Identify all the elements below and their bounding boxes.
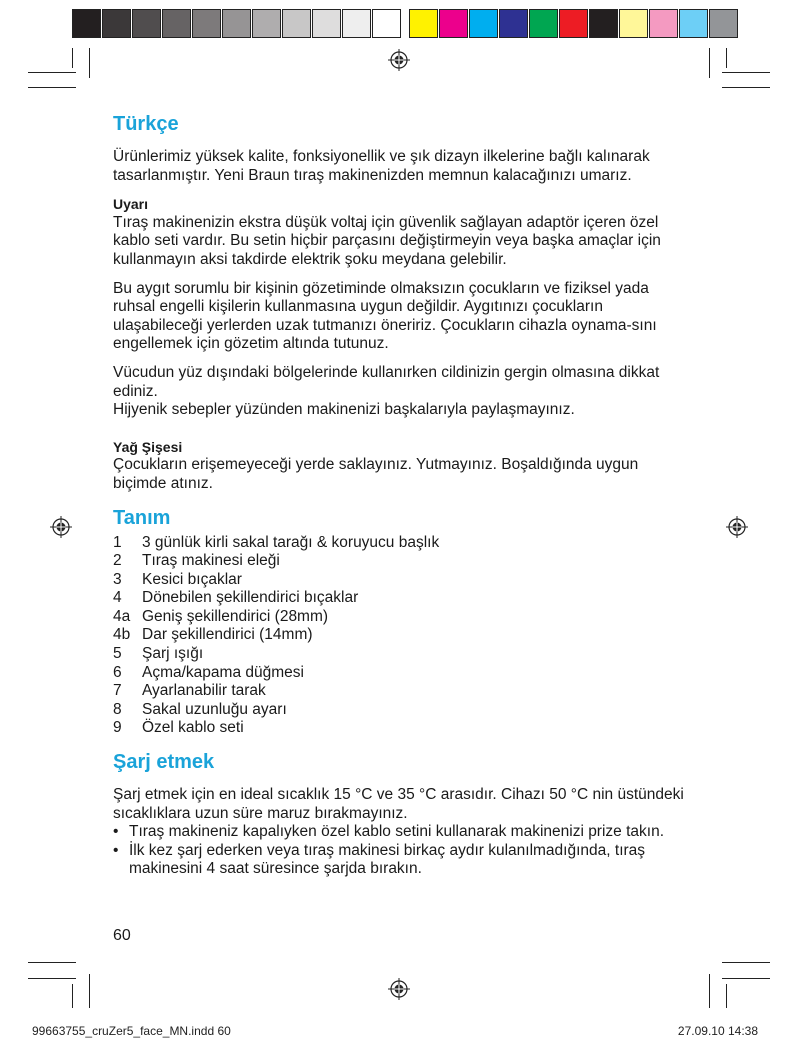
list-item: 7 Ayarlanabilir tarak bbox=[113, 682, 266, 700]
list-item: 9 Özel kablo seti bbox=[113, 719, 244, 737]
crop-mark bbox=[28, 72, 76, 73]
color-swatch bbox=[589, 9, 618, 38]
color-swatch bbox=[409, 9, 438, 38]
list-item: 1 3 günlük kirli sakal tarağı & koruyucu başlık bbox=[113, 533, 440, 551]
list-item: 4b Dar şekillendirici (14mm) bbox=[113, 626, 313, 644]
crop-mark bbox=[722, 962, 770, 963]
list-item: 3 Kesici bıçaklar bbox=[113, 570, 242, 588]
color-swatch bbox=[619, 9, 648, 38]
gray-swatch bbox=[102, 9, 131, 38]
registration-mark-icon bbox=[50, 516, 72, 538]
footer-timestamp: 27.09.10 14:38 bbox=[677, 1024, 758, 1038]
gray-swatch bbox=[282, 9, 311, 38]
heading-tanim: Tanım bbox=[113, 506, 171, 529]
charging-bullets bbox=[113, 823, 688, 879]
color-swatch bbox=[439, 9, 468, 38]
list-item: 4 Dönebilen şekillendirici bıçaklar bbox=[113, 589, 359, 607]
color-swatch bbox=[709, 9, 738, 38]
footer-file: 99663755_cruZer5_face_MN.indd 60 bbox=[32, 1024, 231, 1038]
color-swatch bbox=[649, 9, 678, 38]
color-calibration-bar bbox=[72, 9, 739, 38]
usage-paragraph bbox=[113, 364, 688, 420]
list-item: • İlk kez şarj ederken veya tıraş makinesi birkaç aydır kulanılmadığında, tıraş makinesini 4 saat süresince şarjda bırakın. bbox=[113, 841, 646, 878]
crop-mark bbox=[722, 978, 770, 979]
crop-mark bbox=[709, 48, 710, 78]
oil-block bbox=[113, 438, 688, 494]
document-body bbox=[113, 112, 688, 879]
crop-mark bbox=[72, 984, 73, 1008]
heading-turkce: Türkçe bbox=[113, 113, 179, 135]
crop-mark bbox=[726, 984, 727, 1008]
warning-block bbox=[113, 195, 688, 269]
crop-mark bbox=[28, 87, 76, 88]
list-item: 8 Sakal uzunluğu ayarı bbox=[113, 700, 287, 718]
crop-mark bbox=[722, 87, 770, 88]
warning-text: Tıraş makinenizin ekstra düşük voltaj için güvenlik sağlayan adaptör içeren özel kablo seti vardır. Bu setin hiçbir parçasını değiştirmeyin veya başka amaçlar için kullanmayın aksi takdirde elektrik şoku meydana gelebilir. bbox=[113, 213, 661, 268]
intro-paragraph: Ürünlerimiz yüksek kalite, fonksiyonellik ve şık dizayn ilkelerine bağlı kalınarak tasarlanmıştır. Yeni Braun tıraş makinenizden memnun kalacağınızı umarız. bbox=[113, 148, 650, 184]
crop-mark bbox=[722, 72, 770, 73]
crop-mark bbox=[72, 48, 73, 68]
registration-mark-icon bbox=[388, 49, 410, 71]
registration-mark-icon bbox=[726, 516, 748, 538]
heading-sarj: Şarj etmek bbox=[113, 751, 215, 774]
color-swatch bbox=[529, 9, 558, 38]
skin-text: Vücudun yüz dışındaki bölgelerinde kullanırken cildinizin gergin olmasına dikkat ediniz. bbox=[113, 363, 660, 400]
supervision-paragraph: Bu aygıt sorumlu bir kişinin gözetiminde olmaksızın çocukların ve fiziksel yada ruhsal engelli kişilerin kullanmasına uygun değildir. Aygıtınızı çocukların ulaşabileceği yerlerden uzak tutmanızı öneririz. Çocukların cihazla oynama-sını engellemek için gözetim altında tutunuz. bbox=[113, 279, 657, 353]
list-item: 2 Tıraş makinesi eleği bbox=[113, 552, 280, 570]
crop-mark bbox=[89, 974, 90, 1008]
color-swatch bbox=[499, 9, 528, 38]
gray-swatch bbox=[192, 9, 221, 38]
color-swatch bbox=[559, 9, 588, 38]
gray-swatch bbox=[312, 9, 341, 38]
oil-title: Yağ Şişesi bbox=[113, 438, 183, 455]
list-item: 5 Şarj ışığı bbox=[113, 645, 204, 663]
gray-swatch bbox=[222, 9, 251, 38]
list-item: • Tıraş makineniz kapalıyken özel kablo setini kullanarak makinenizi prize takın. bbox=[113, 823, 664, 841]
color-swatch bbox=[469, 9, 498, 38]
gray-swatch bbox=[72, 9, 101, 38]
page-number: 60 bbox=[113, 927, 131, 944]
crop-mark bbox=[28, 978, 76, 979]
warning-title: Uyarı bbox=[113, 196, 149, 213]
oil-text: Çocukların erişemeyeceği yerde saklayınız. Yutmayınız. Boşaldığında uygun biçimde atınız. bbox=[113, 456, 639, 492]
hygiene-text: Hijyenik sebepler yüzünden makinenizi başkalarıyla paylaşmayınız. bbox=[113, 401, 575, 419]
crop-mark bbox=[28, 962, 76, 963]
list-item: 4a Geniş şekillendirici (28mm) bbox=[113, 607, 329, 625]
gray-swatch bbox=[252, 9, 281, 38]
parts-list bbox=[113, 534, 688, 739]
gray-swatch bbox=[342, 9, 371, 38]
charging-intro: Şarj etmek için en ideal sıcaklık 15 °C ve 35 °C arasıdır. Cihazı 50 °C nin üstündeki sıcaklıklara uzun süre maruz bırakmayınız. bbox=[113, 786, 684, 822]
registration-mark-icon bbox=[388, 978, 410, 1000]
color-swatch bbox=[679, 9, 708, 38]
gray-swatch bbox=[162, 9, 191, 38]
crop-mark bbox=[709, 974, 710, 1008]
crop-mark bbox=[89, 48, 90, 78]
gray-swatch bbox=[132, 9, 161, 38]
gray-swatch bbox=[372, 9, 401, 38]
list-item: 6 Açma/kapama düğmesi bbox=[113, 663, 304, 681]
crop-mark bbox=[726, 48, 727, 68]
